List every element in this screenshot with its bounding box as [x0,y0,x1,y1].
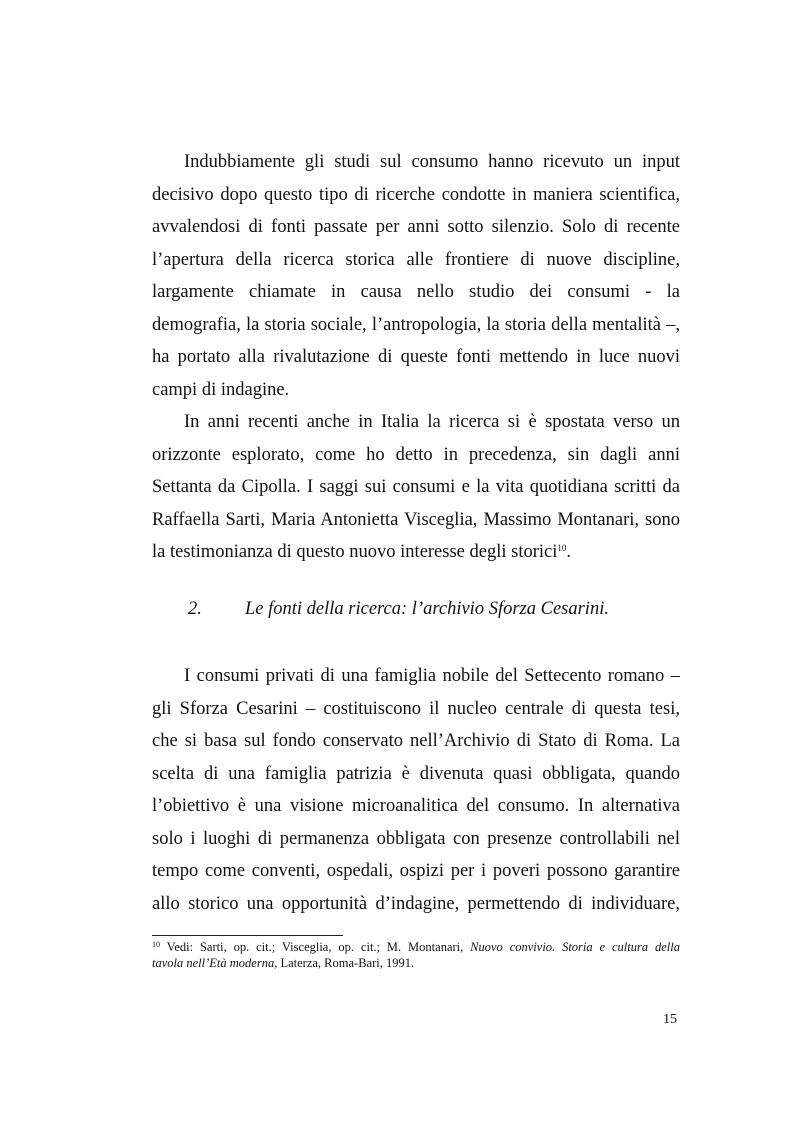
text-line: gli Sforza Cesarini – costituiscono il nucleo centrale di questa tesi, [152,698,680,719]
text-line: solo i luoghi di permanenza obbligata con presenze controllabili nel [152,828,680,849]
section-title: Le fonti della ricerca: l’archivio Sforza Cesarini. [245,599,609,619]
footnote-book-title: tavola nell’Età moderna [152,956,275,970]
footnote-number: 10 [152,940,160,949]
text-line: orizzonte esplorato, come ho detto in precedenza, sin dagli anni [152,444,680,465]
text-line: Settanta da Cipolla. I saggi sui consumi e la vita quotidiana scritti da [152,477,680,497]
text-line-with-footnote-ref [152,536,680,569]
page-number: 15 [663,1012,677,1027]
text-line-content: la testimonianza di questo nuovo interesse degli storici [152,542,558,562]
text-line: campi di indagine. [152,379,290,400]
text-line: largamente chiamate in causa nello studio dei consumi - la [152,282,680,302]
section-number: 2. [188,599,202,619]
text-line: scelta di una famiglia patrizia è divenuta quasi obbligata, quando [152,763,680,784]
body-text-block-1 [152,146,680,569]
text-line: ha portato alla rivalutazione di queste fonti mettendo in luce nuovi [152,347,680,367]
text-line: Raffaella Sarti, Maria Antonietta Visceglia, Massimo Montanari, sono [152,509,680,530]
footnote-separator [152,935,343,936]
text-line: tempo come conventi, ospedali, ospizi per i poveri possono garantire [152,861,680,881]
text-line: l’apertura della ricerca storica alle frontiere di nuove discipline, [152,249,680,270]
sentence-end: . [566,542,571,562]
text-line: In anni recenti anche in Italia la ricerca si è spostata verso un [184,412,680,432]
footnote-book-title: Nuovo convivio. Storia e cultura della [470,940,680,954]
text-line: decisivo dopo questo tipo di ricerche condotte in maniera scientifica, [152,184,680,205]
text-line: che si basa sul fondo conservato nell’Archivio di Stato di Roma. La [152,731,680,751]
footnote-line [152,939,680,955]
text-line: l’obiettivo è una visione microanalitica del consumo. In alternativa [152,796,680,816]
footnote-text: Vedi: Sarti, op. cit.; Visceglia, op. cit.; M. Montanari, [160,940,471,954]
text-line: allo storico una opportunità d’indagine, permettendo di individuare, [152,893,680,914]
footnote [152,939,680,971]
text-line: demografia, la storia sociale, l’antropologia, la storia della mentalità –, [152,314,680,335]
text-line: I consumi privati di una famiglia nobile del Settecento romano – [184,666,680,686]
footnote-text: , Laterza, Roma-Bari, 1991. [274,956,415,970]
footnote-reference[interactable]: 10 [557,543,567,553]
text-line: Indubbiamente gli studi sul consumo hanno ricevuto un input [184,152,680,172]
footnote-line [152,955,680,971]
body-text-block-2 [152,660,680,920]
section-heading [188,599,609,620]
text-line: avvalendosi di fonti passate per anni sotto silenzio. Solo di recente [152,217,680,237]
